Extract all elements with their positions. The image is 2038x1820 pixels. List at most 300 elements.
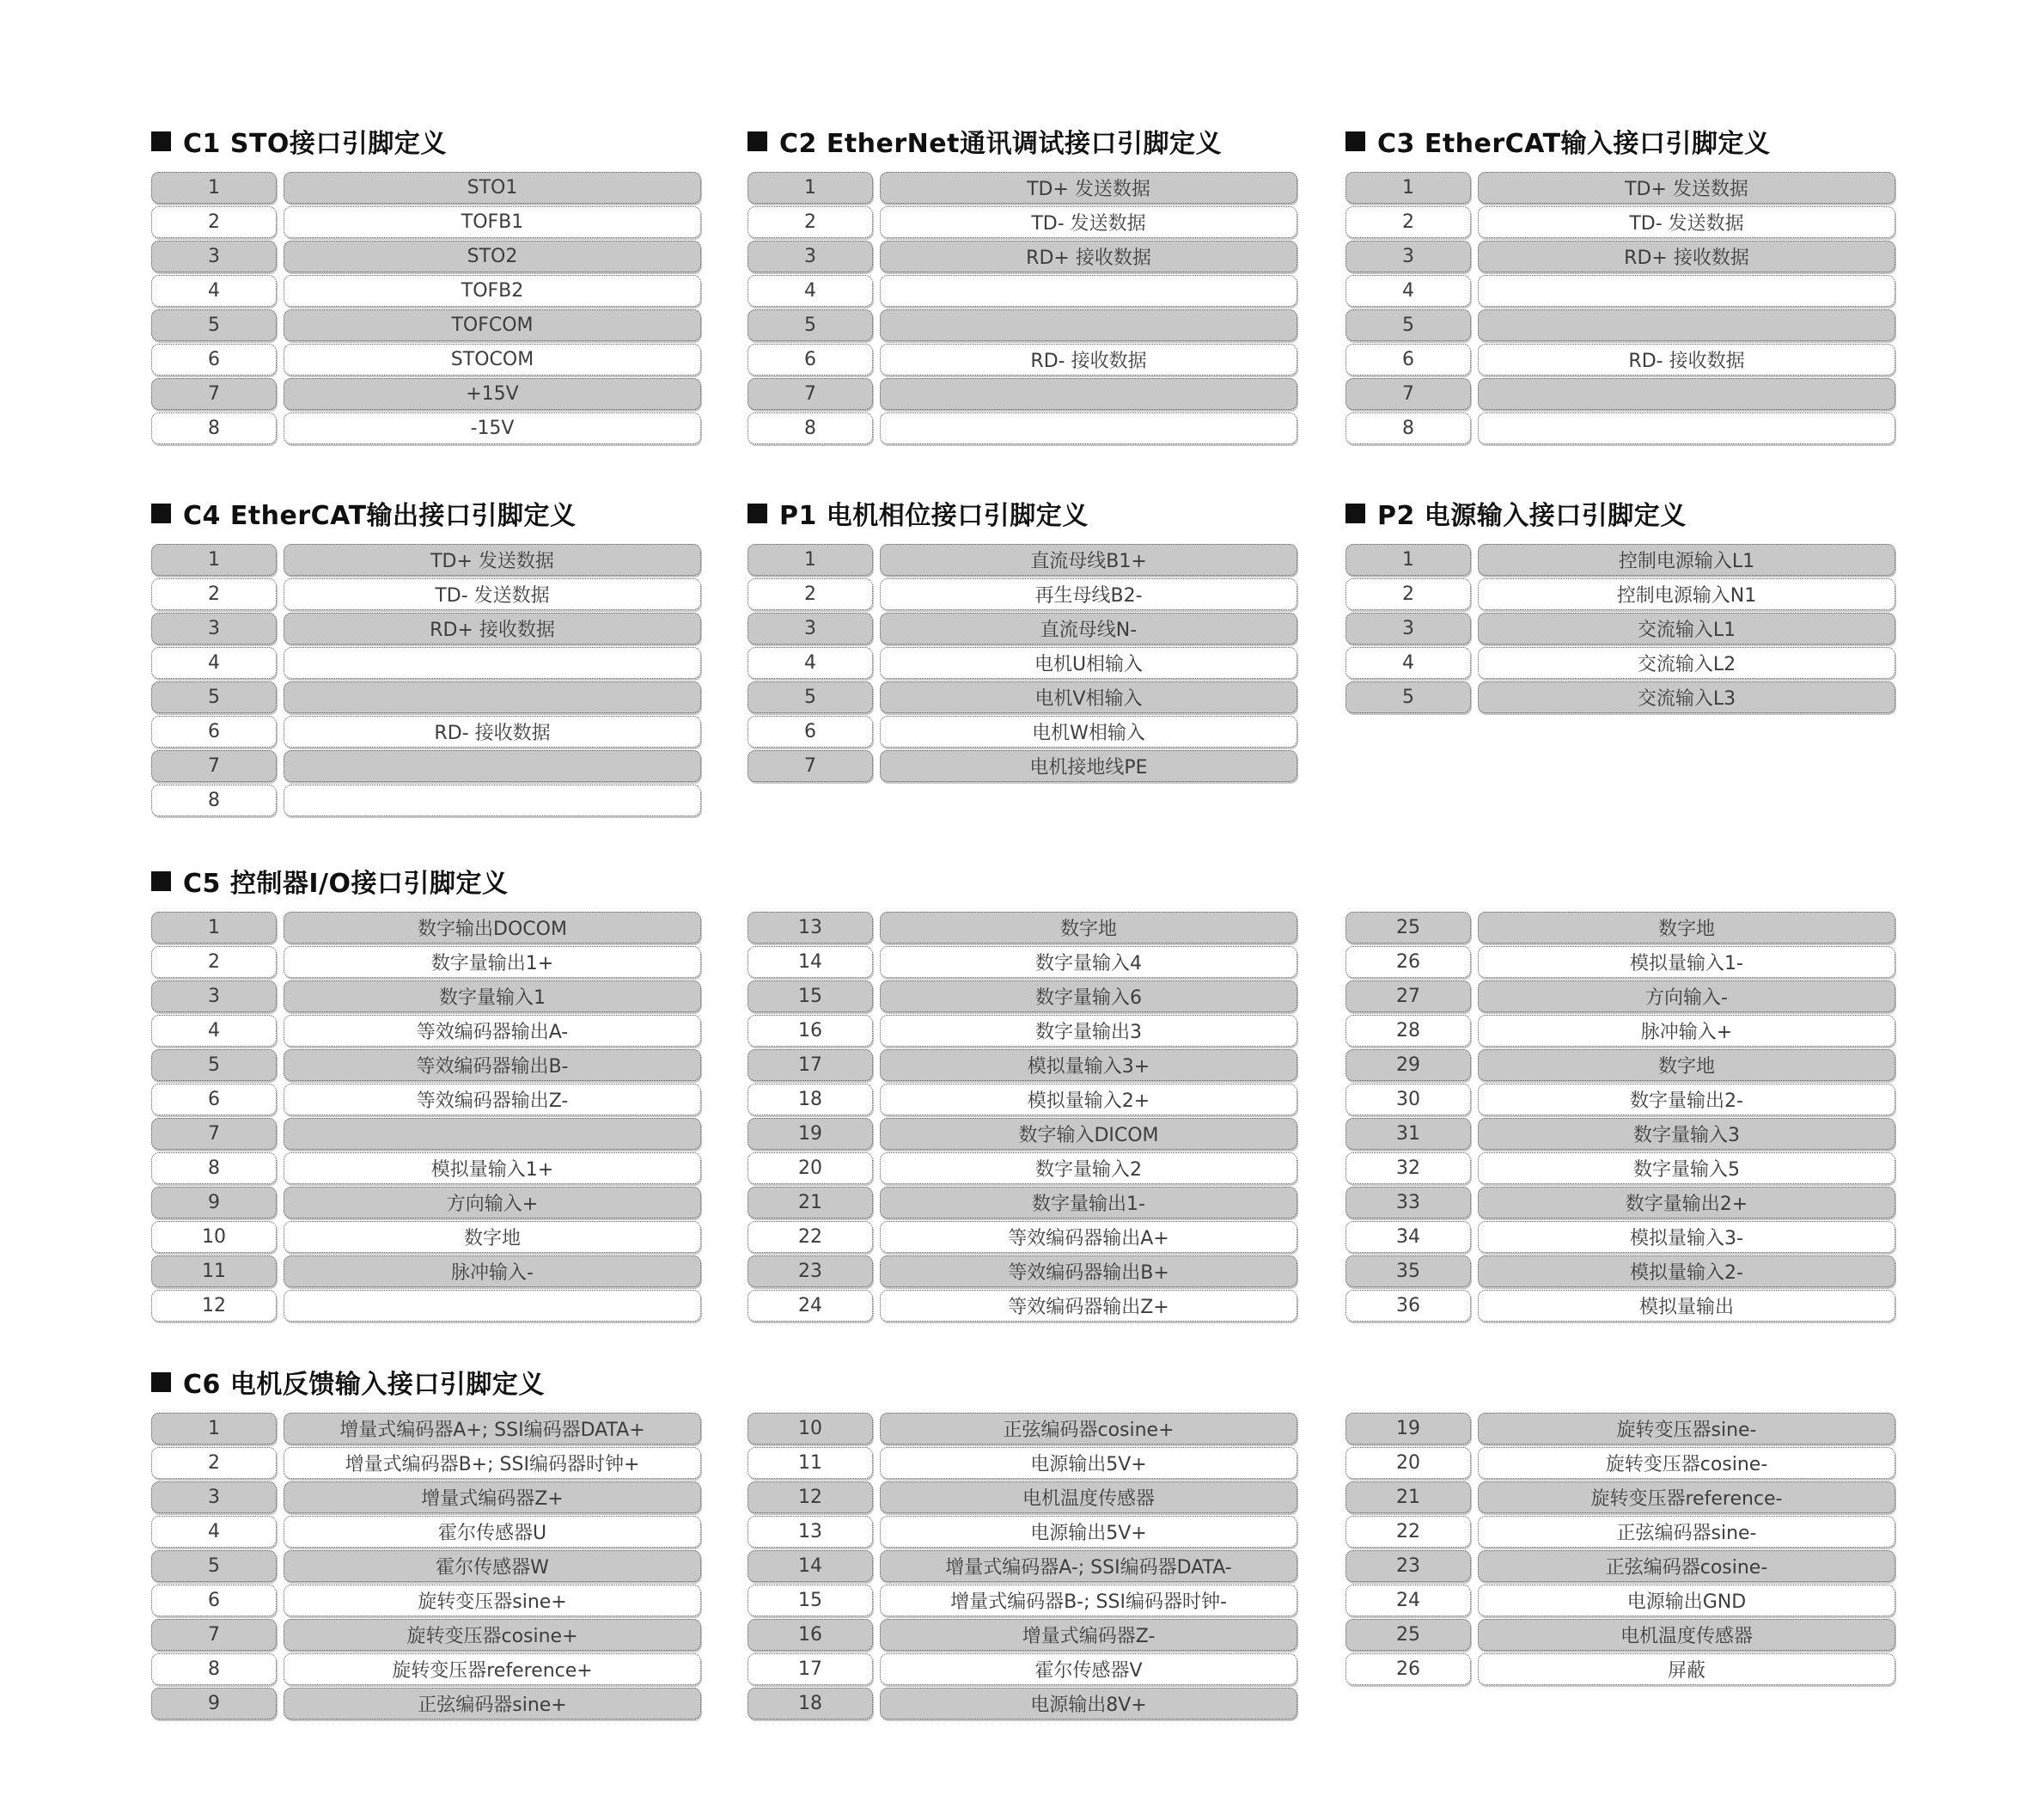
table-row [1345,206,1895,238]
pin-table [1345,1413,1895,1688]
table-row [747,912,1297,944]
pin-number-cell: 3 [151,241,277,272]
table-row [747,1187,1297,1218]
section-title-text: C4 EtherCAT输出接口引脚定义 [183,501,577,531]
pin-number-cell: 10 [151,1221,277,1253]
pin-number-cell: 28 [1345,1015,1471,1047]
table-row [151,309,701,341]
table-row [747,1619,1297,1651]
pin-number-cell: 8 [747,412,873,444]
table-row [1345,544,1895,576]
title-square-marker-icon [151,131,171,151]
table-row [151,1653,701,1685]
section-title-text: P1 电机相位接口引脚定义 [779,501,1089,531]
pin-table [151,1413,701,1722]
pin-label-cell: 脉冲输入- [284,1255,701,1287]
pin-number-cell: 34 [1345,1221,1471,1253]
pin-number-cell: 22 [1345,1516,1471,1548]
pin-number-cell: 7 [151,378,277,410]
table-row [1345,1187,1895,1218]
table-row [747,1290,1297,1322]
table-row [747,378,1297,410]
pin-number-cell: 11 [151,1255,277,1287]
pin-label-cell: TD- 发送数据 [284,578,701,610]
pin-label-cell: 增量式编码器Z+ [284,1481,701,1513]
section-title [747,122,1222,160]
table-row [151,1152,701,1184]
table-row [151,172,701,204]
pin-label-cell: 模拟量输出 [1478,1290,1895,1322]
pin-number-cell: 18 [747,1688,873,1719]
pin-number-cell: 1 [151,172,277,204]
pin-label-cell: 数字量输入5 [1478,1152,1895,1184]
pin-label-cell: 正弦编码器sine- [1478,1516,1895,1548]
pin-number-cell: 10 [747,1413,873,1444]
pin-label-cell: 方向输入- [1478,980,1895,1012]
pin-label-cell: 旋转变压器sine- [1478,1413,1895,1444]
section-title [1345,494,1687,532]
table-row [1345,1619,1895,1651]
pin-label-cell: 交流输入L2 [1478,647,1895,679]
pin-number-cell: 21 [747,1187,873,1218]
pin-table [747,1413,1297,1722]
table-row [1345,1255,1895,1287]
pin-number-cell: 3 [151,1481,277,1513]
table-row [1345,1516,1895,1548]
table-row [151,241,701,272]
pin-label-cell: 直流母线B1+ [880,544,1297,576]
pin-label-cell: 模拟量输入3- [1478,1221,1895,1253]
pin-label-cell: TOFB1 [284,206,701,238]
pin-label-cell: 霍尔传感器W [284,1550,701,1582]
pin-label-cell: TOFB2 [284,275,701,307]
section-title [1345,122,1771,160]
table-row [747,980,1297,1012]
pin-label-cell: 控制电源输入L1 [1478,544,1895,576]
pin-label-cell: RD- 接收数据 [880,344,1297,376]
pin-label-cell: 数字量输出1+ [284,946,701,978]
pin-number-cell: 8 [151,1653,277,1685]
pin-label-cell: 霍尔传感器U [284,1516,701,1548]
pin-label-cell: 数字输出DOCOM [284,912,701,944]
pin-label-cell: 再生母线B2- [880,578,1297,610]
pin-label-cell [284,1290,701,1322]
pin-number-cell: 7 [1345,378,1471,410]
table-row [747,1688,1297,1719]
pin-label-cell: TD- 发送数据 [1478,206,1895,238]
section-title-text: P2 电源输入接口引脚定义 [1377,501,1687,531]
pin-label-cell: 旋转变压器cosine+ [284,1619,701,1651]
pin-label-cell: 电机V相输入 [880,681,1297,713]
section-title [151,122,447,160]
table-row [151,1619,701,1651]
pin-number-cell: 36 [1345,1290,1471,1322]
pin-label-cell: 数字量输入2 [880,1152,1297,1184]
pin-table [1345,544,1895,716]
pin-number-cell: 1 [151,1413,277,1444]
pin-label-cell: 数字量输入6 [880,980,1297,1012]
pin-label-cell: 等效编码器输出A+ [880,1221,1297,1253]
pin-label-cell [1478,309,1895,341]
section-title-text: C3 EtherCAT输入接口引脚定义 [1377,129,1771,159]
pin-label-cell [880,412,1297,444]
pin-label-cell: 模拟量输入1+ [284,1152,701,1184]
pin-label-cell: 交流输入L1 [1478,613,1895,644]
pin-number-cell: 4 [151,1516,277,1548]
pin-number-cell: 35 [1345,1255,1471,1287]
pin-label-cell: TD+ 发送数据 [880,172,1297,204]
pin-label-cell: TD+ 发送数据 [1478,172,1895,204]
pin-number-cell: 3 [1345,613,1471,644]
table-row [747,1084,1297,1115]
pin-number-cell: 1 [747,544,873,576]
title-square-marker-icon [747,504,767,523]
pin-label-cell: 正弦编码器cosine+ [880,1413,1297,1444]
pin-number-cell: 2 [151,578,277,610]
table-row [151,1118,701,1150]
table-row [151,1413,701,1444]
pin-number-cell: 6 [151,344,277,376]
table-row [747,1015,1297,1047]
pin-label-cell: 方向输入+ [284,1187,701,1218]
pin-number-cell: 5 [151,1049,277,1081]
table-row [151,1516,701,1548]
pin-number-cell: 5 [747,681,873,713]
pin-number-cell: 2 [747,206,873,238]
pin-number-cell: 7 [151,1118,277,1150]
table-row [1345,275,1895,307]
table-row [1345,980,1895,1012]
table-row [747,344,1297,376]
pin-number-cell: 23 [747,1255,873,1287]
table-row [747,716,1297,748]
pin-label-cell [880,275,1297,307]
pin-number-cell: 2 [151,1447,277,1479]
table-row [151,378,701,410]
table-row [151,1550,701,1582]
pin-number-cell: 31 [1345,1118,1471,1150]
pin-number-cell: 33 [1345,1187,1471,1218]
section-title [151,862,508,900]
pin-number-cell: 23 [1345,1550,1471,1582]
pin-table [1345,912,1895,1324]
pin-label-cell: STOCOM [284,344,701,376]
pin-number-cell: 2 [747,578,873,610]
table-row [151,912,701,944]
table-row [1345,1481,1895,1513]
table-row [151,1585,701,1616]
pin-number-cell: 16 [747,1619,873,1651]
table-row [1345,1585,1895,1616]
table-row [1345,1015,1895,1047]
pin-number-cell: 13 [747,912,873,944]
pin-number-cell: 12 [747,1481,873,1513]
pin-number-cell: 32 [1345,1152,1471,1184]
pin-label-cell: 增量式编码器A+; SSI编码器DATA+ [284,1413,701,1444]
table-row [747,1447,1297,1479]
table-row [1345,344,1895,376]
pin-number-cell: 20 [747,1152,873,1184]
pin-label-cell: 旋转变压器reference- [1478,1481,1895,1513]
table-row [151,275,701,307]
pin-number-cell: 8 [151,785,277,816]
pin-label-cell [284,647,701,679]
pin-number-cell: 4 [151,275,277,307]
table-row [747,1653,1297,1685]
pin-label-cell: RD+ 接收数据 [1478,241,1895,272]
table-row [151,1481,701,1513]
table-row [151,206,701,238]
title-square-marker-icon [151,504,171,523]
title-square-marker-icon [151,871,171,891]
pin-label-cell: 等效编码器输出Z- [284,1084,701,1115]
table-row [1345,613,1895,644]
section-title [151,1363,545,1401]
table-row [1345,1152,1895,1184]
pin-table [1345,172,1895,447]
table-row [1345,1550,1895,1582]
pin-number-cell: 3 [151,613,277,644]
pin-label-cell [284,1118,701,1150]
pin-label-cell: TOFCOM [284,309,701,341]
pin-number-cell: 5 [747,309,873,341]
pin-label-cell: RD+ 接收数据 [284,613,701,644]
pin-label-cell [284,681,701,713]
section-title-text: C1 STO接口引脚定义 [183,129,447,159]
pin-number-cell: 9 [151,1688,277,1719]
table-row [151,750,701,782]
pin-label-cell: 数字量输入4 [880,946,1297,978]
pin-label-cell: RD- 接收数据 [1478,344,1895,376]
table-row [747,309,1297,341]
pin-number-cell: 29 [1345,1049,1471,1081]
pin-label-cell: 电机温度传感器 [880,1481,1297,1513]
pin-table [151,544,701,819]
pin-label-cell: 模拟量输入1- [1478,946,1895,978]
table-row [151,946,701,978]
pin-table [151,172,701,447]
table-row [151,785,701,816]
table-row [1345,946,1895,978]
pin-number-cell: 21 [1345,1481,1471,1513]
pin-table [151,912,701,1324]
pin-number-cell: 14 [747,1550,873,1582]
table-row [1345,378,1895,410]
pin-label-cell: 屏蔽 [1478,1653,1895,1685]
pin-label-cell: 旋转变压器cosine- [1478,1447,1895,1479]
pin-label-cell: RD+ 接收数据 [880,241,1297,272]
pin-number-cell: 6 [747,344,873,376]
pin-number-cell: 3 [747,613,873,644]
pin-label-cell: 交流输入L3 [1478,681,1895,713]
title-square-marker-icon [151,1372,171,1392]
table-row [1345,578,1895,610]
pin-label-cell [880,309,1297,341]
pin-number-cell: 5 [1345,681,1471,713]
table-row [747,241,1297,272]
pin-number-cell: 15 [747,1585,873,1616]
pin-label-cell [1478,378,1895,410]
pin-number-cell: 1 [747,172,873,204]
pin-number-cell: 6 [747,716,873,748]
pin-number-cell: 5 [151,681,277,713]
pin-number-cell: 1 [1345,172,1471,204]
pin-number-cell: 8 [151,1152,277,1184]
pin-label-cell: 模拟量输入3+ [880,1049,1297,1081]
pin-label-cell: +15V [284,378,701,410]
pin-number-cell: 25 [1345,912,1471,944]
section-title-text: C5 控制器I/O接口引脚定义 [183,869,509,899]
pin-label-cell: 电机U相输入 [880,647,1297,679]
pin-number-cell: 6 [1345,344,1471,376]
pin-label-cell: 模拟量输入2+ [880,1084,1297,1115]
pin-number-cell: 26 [1345,1653,1471,1685]
pin-number-cell: 4 [747,647,873,679]
pin-label-cell: STO1 [284,172,701,204]
pin-label-cell: 数字量输出2+ [1478,1187,1895,1218]
pin-label-cell: 数字输入DICOM [880,1118,1297,1150]
pin-label-cell: 霍尔传感器V [880,1653,1297,1685]
pin-label-cell: 电源输出5V+ [880,1516,1297,1548]
pin-number-cell: 27 [1345,980,1471,1012]
pin-label-cell: 正弦编码器cosine- [1478,1550,1895,1582]
table-row [1345,647,1895,679]
pin-label-cell: 增量式编码器B-; SSI编码器时钟- [880,1585,1297,1616]
pin-label-cell: 数字地 [1478,1049,1895,1081]
pin-label-cell: 电源输出8V+ [880,1688,1297,1719]
section-title [747,494,1089,532]
pin-table [747,172,1297,447]
table-row [151,544,701,576]
pin-label-cell: 电源输出GND [1478,1585,1895,1616]
section-title [151,494,577,532]
table-row [747,750,1297,782]
pin-number-cell: 19 [1345,1413,1471,1444]
pin-label-cell: 脉冲输入+ [1478,1015,1895,1047]
pin-number-cell: 2 [151,206,277,238]
pin-number-cell: 8 [1345,412,1471,444]
table-row [1345,1084,1895,1115]
pin-label-cell: 等效编码器输出A- [284,1015,701,1047]
title-square-marker-icon [1345,131,1365,151]
pin-number-cell: 17 [747,1653,873,1685]
pin-label-cell: 旋转变压器reference+ [284,1653,701,1685]
pin-label-cell [284,785,701,816]
pin-label-cell: 数字地 [284,1221,701,1253]
pin-number-cell: 14 [747,946,873,978]
pin-number-cell: 12 [151,1290,277,1322]
pin-number-cell: 3 [747,241,873,272]
table-row [747,1516,1297,1548]
pin-number-cell: 5 [151,309,277,341]
table-row [151,681,701,713]
table-row [1345,412,1895,444]
pin-label-cell: 数字地 [880,912,1297,944]
table-row [747,206,1297,238]
pin-number-cell: 3 [151,980,277,1012]
table-row [1345,1049,1895,1081]
pin-number-cell: 8 [151,412,277,444]
pin-number-cell: 24 [747,1290,873,1322]
table-row [747,578,1297,610]
pin-label-cell: 数字量输入3 [1478,1118,1895,1150]
table-row [151,1187,701,1218]
pin-number-cell: 17 [747,1049,873,1081]
pin-label-cell: 电机接地线PE [880,750,1297,782]
pin-label-cell: 数字量输出1- [880,1187,1297,1218]
pin-number-cell: 2 [1345,206,1471,238]
table-row [747,613,1297,644]
pin-number-cell: 7 [151,750,277,782]
pin-label-cell: 数字量输出2- [1478,1084,1895,1115]
section-title-text: C2 EtherNet通讯调试接口引脚定义 [779,129,1222,159]
table-row [151,1447,701,1479]
pin-label-cell: TD+ 发送数据 [284,544,701,576]
table-row [747,681,1297,713]
pin-number-cell: 22 [747,1221,873,1253]
table-row [1345,1653,1895,1685]
pin-number-cell: 11 [747,1447,873,1479]
table-row [151,1290,701,1322]
table-row [1345,1413,1895,1444]
pin-number-cell: 6 [151,716,277,748]
title-square-marker-icon [747,131,767,151]
pin-label-cell: 增量式编码器B+; SSI编码器时钟+ [284,1447,701,1479]
pin-label-cell: 增量式编码器A-; SSI编码器DATA- [880,1550,1297,1582]
pin-number-cell: 1 [151,912,277,944]
table-row [747,647,1297,679]
pin-label-cell [284,750,701,782]
pin-number-cell: 19 [747,1118,873,1150]
table-row [151,578,701,610]
pin-label-cell: 数字量输出3 [880,1015,1297,1047]
pin-number-cell: 5 [1345,309,1471,341]
table-row [747,1550,1297,1582]
table-row [747,1255,1297,1287]
pin-number-cell: 30 [1345,1084,1471,1115]
table-row [151,1015,701,1047]
pin-number-cell: 7 [747,750,873,782]
table-row [151,1049,701,1081]
pin-number-cell: 4 [747,275,873,307]
pin-label-cell: -15V [284,412,701,444]
table-row [747,1118,1297,1150]
table-row [747,1585,1297,1616]
pin-label-cell: 正弦编码器sine+ [284,1688,701,1719]
pin-label-cell: 增量式编码器Z- [880,1619,1297,1651]
pin-number-cell: 2 [1345,578,1471,610]
pin-label-cell: 电机W相输入 [880,716,1297,748]
pin-number-cell: 2 [151,946,277,978]
table-row [1345,309,1895,341]
pin-number-cell: 26 [1345,946,1471,978]
table-row [1345,1447,1895,1479]
pin-label-cell: 旋转变压器sine+ [284,1585,701,1616]
pin-label-cell: 等效编码器输出B- [284,1049,701,1081]
title-square-marker-icon [1345,504,1365,523]
table-row [151,412,701,444]
table-row [1345,241,1895,272]
pin-label-cell: 电机温度传感器 [1478,1619,1895,1651]
section-title-text: C6 电机反馈输入接口引脚定义 [183,1370,545,1400]
table-row [1345,1221,1895,1253]
table-row [151,1221,701,1253]
pin-label-cell: 控制电源输入N1 [1478,578,1895,610]
pin-number-cell: 4 [151,1015,277,1047]
pin-number-cell: 1 [151,544,277,576]
pin-label-cell [880,378,1297,410]
pin-number-cell: 6 [151,1585,277,1616]
